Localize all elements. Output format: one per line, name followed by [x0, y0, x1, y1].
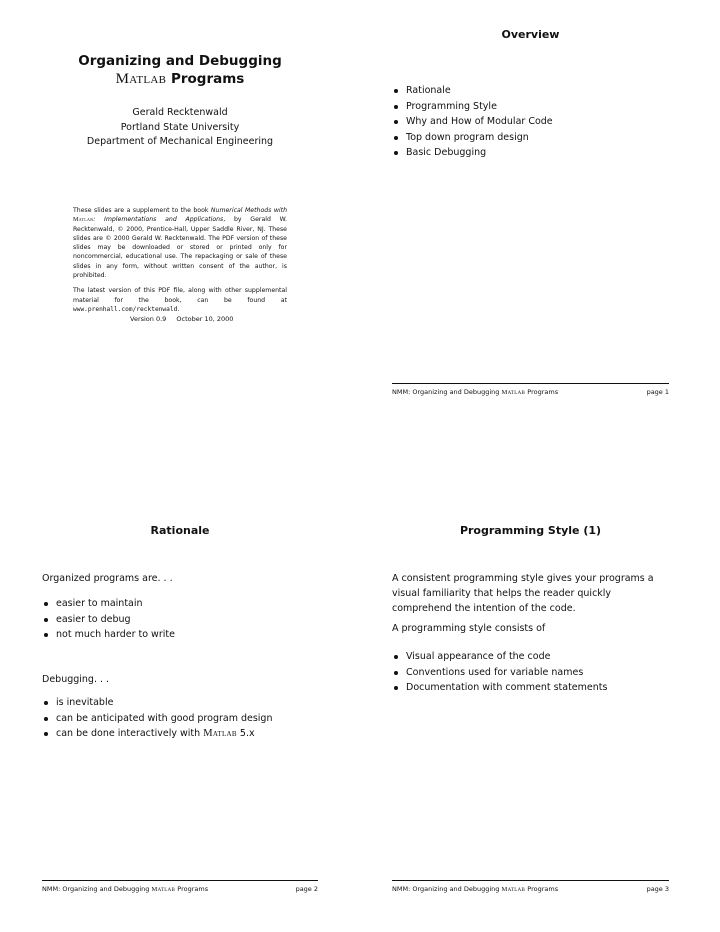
list-item: Documentation with comment statements [392, 680, 607, 696]
list-item: Basic Debugging [392, 145, 553, 161]
title-slide [30, 40, 330, 380]
title-line-1: Organizing and Debugging [78, 53, 282, 69]
overview-slide [392, 28, 669, 400]
page-number: page 2 [295, 885, 318, 893]
list-item: easier to maintain [42, 596, 175, 612]
list-item: Conventions used for variable names [392, 665, 607, 681]
copyright-notes [73, 206, 287, 320]
list-item: Top down program design [392, 130, 553, 146]
slide-main-title [30, 52, 330, 88]
url-paragraph: The latest version of this PDF file, along with other supplemental material for the book, can be found at www.prenhall.com/recktenwald. [73, 287, 287, 313]
programming-style-slide [392, 524, 669, 896]
list-item: can be done interactively with Matlab 5.x [42, 726, 318, 742]
title-programs: Programs [170, 71, 245, 87]
title-matlab: Matlab [115, 71, 167, 87]
author-block [30, 106, 330, 150]
page-number: page 1 [646, 388, 669, 396]
author-university: Portland State University [120, 121, 240, 133]
overview-list [392, 83, 553, 161]
copyright-paragraph: These slides are a supplement to the book Numerical Methods with Matlab: Implementations and Applications, by Gerald W. Recktenwald, © 2000, Prentice-Hall, Upper Saddle River, NJ. These slides are © 2000 Gerald W. Recktenwald. The PDF version of these slides may be downloaded or stored or printed only for noncommercial, educational use. The repackaging or sale of these slides in any form, without written consent of the author, is prohibited. [73, 207, 287, 280]
overview-title: Overview [501, 28, 560, 41]
author-name: Gerald Recktenwald [132, 107, 228, 118]
date: October 10, 2000 [176, 315, 234, 323]
book-url[interactable]: www.prenhall.com/recktenwald [73, 305, 178, 313]
rationale-list-1 [42, 596, 175, 643]
list-item: Why and How of Modular Code [392, 114, 553, 130]
style-list [392, 649, 607, 696]
list-item: is inevitable [42, 695, 318, 711]
rationale-intro-1: Organized programs are. . . [42, 573, 173, 584]
footer-text: NMM: Organizing and Debugging Matlab Programs [392, 885, 559, 893]
footer-text: NMM: Organizing and Debugging Matlab Programs [392, 388, 559, 396]
programming-style-title: Programming Style (1) [459, 524, 602, 537]
style-paragraph-2: A programming style consists of [392, 623, 546, 634]
list-item: Visual appearance of the code [392, 649, 607, 665]
title-line-2 [30, 70, 330, 88]
page-number: page 3 [646, 885, 669, 893]
rationale-list-2 [42, 695, 318, 742]
style-footer [392, 880, 669, 893]
list-item: can be anticipated with good program design [42, 711, 318, 727]
list-item: not much harder to write [42, 627, 175, 643]
rationale-title: Rationale [150, 524, 210, 537]
author-department: Department of Mechanical Engineering [86, 136, 274, 147]
list-item: Rationale [392, 83, 553, 99]
overview-footer [392, 383, 669, 396]
version: Version 0.9 [130, 315, 167, 323]
rationale-footer [42, 880, 318, 893]
rationale-slide [42, 524, 318, 896]
list-item: Programming Style [392, 99, 553, 115]
style-paragraph-1: A consistent programming style gives your programs a visual familiarity that helps the reader quickly comprehend the intention of the code. [392, 573, 654, 614]
footer-text: NMM: Organizing and Debugging Matlab Programs [42, 885, 209, 893]
rationale-intro-2: Debugging. . . [42, 674, 110, 685]
version-line [130, 315, 233, 323]
list-item: easier to debug [42, 612, 175, 628]
